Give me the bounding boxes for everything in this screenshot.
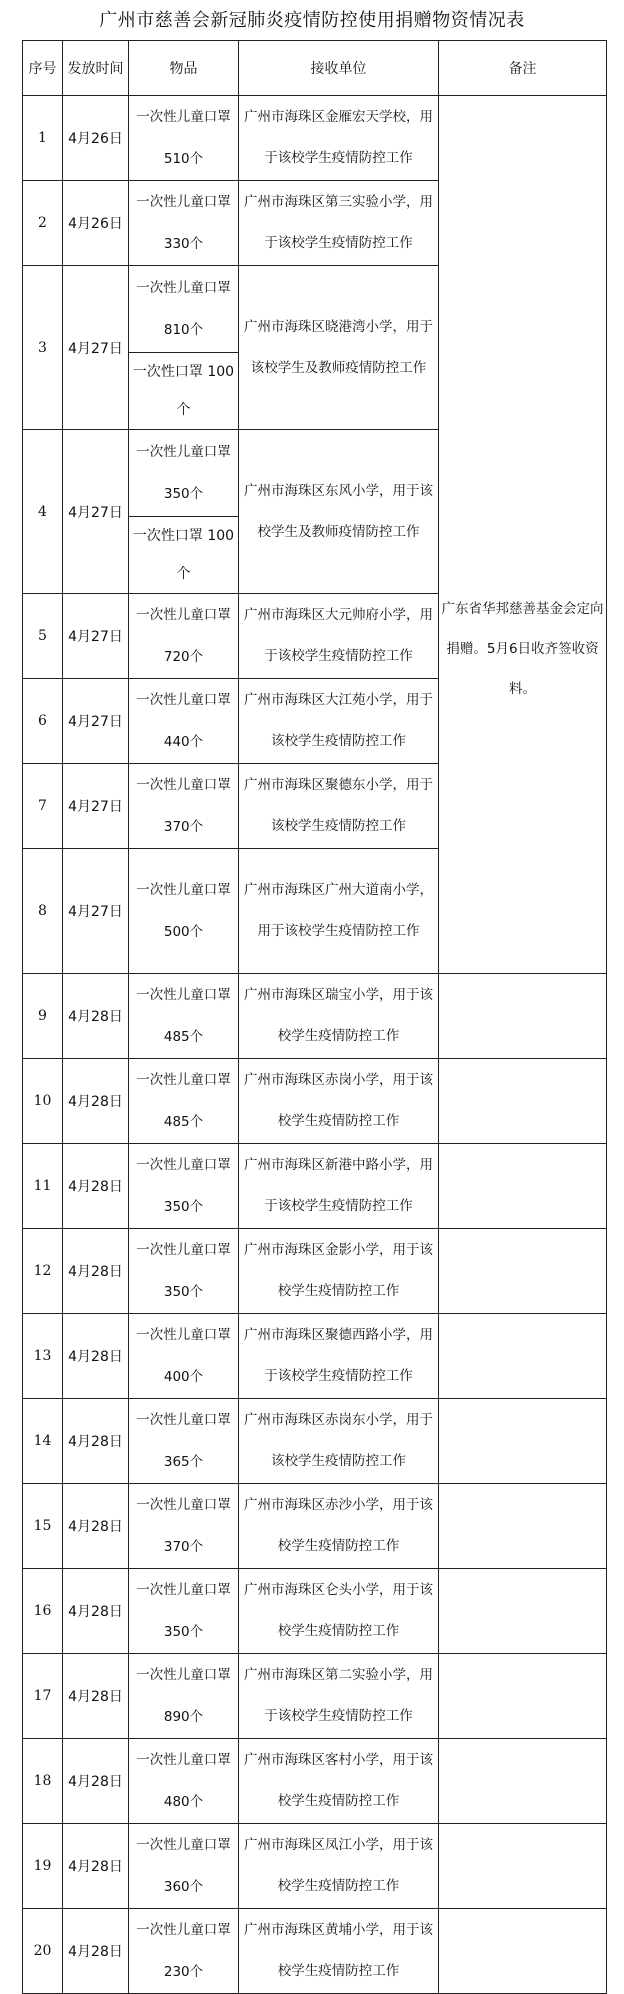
page-title: 广州市慈善会新冠肺炎疫情防控使用捐赠物资情况表	[99, 10, 525, 31]
item-quantity: 370个	[163, 1539, 204, 1555]
recipient-unit: 广州市海珠区赤岗小学，用于该校学生疫情防控工作	[239, 1059, 439, 1144]
dispatch-date: 4月28日	[63, 1739, 129, 1824]
table-row	[23, 1059, 607, 1144]
dispatch-date: 4月26日	[63, 181, 129, 266]
table-row	[23, 96, 607, 181]
item-cell	[129, 1909, 239, 1994]
row-number: 18	[23, 1739, 63, 1824]
item-quantity: 230个	[163, 1964, 204, 1980]
dispatch-date: 4月27日	[63, 764, 129, 849]
remark-empty	[439, 1144, 607, 1229]
recipient-unit: 广州市海珠区赤沙小学，用于该校学生疫情防控工作	[239, 1484, 439, 1569]
recipient-unit: 广州市海珠区聚德东小学，用于该校学生疫情防控工作	[239, 764, 439, 849]
row-number: 6	[23, 679, 63, 764]
item-name: 一次性儿童口罩	[136, 1922, 231, 1938]
remark-empty	[439, 1229, 607, 1314]
remark-empty	[439, 1569, 607, 1654]
dispatch-date: 4月28日	[63, 1654, 129, 1739]
item-quantity: 350个	[163, 486, 204, 502]
item-name: 一次性儿童口罩	[136, 777, 231, 793]
header-unit: 接收单位	[239, 41, 439, 96]
item-name: 一次性儿童口罩	[136, 1837, 231, 1853]
recipient-unit: 广州市海珠区第二实验小学，用于该校学生疫情防控工作	[239, 1654, 439, 1739]
item-cell	[129, 1059, 239, 1144]
item-cell	[129, 1824, 239, 1909]
header-row	[23, 41, 607, 96]
dispatch-date: 4月28日	[63, 1059, 129, 1144]
header-item: 物品	[129, 41, 239, 96]
item-quantity: 890个	[163, 1709, 204, 1725]
item-quantity: 350个	[163, 1624, 204, 1640]
item-cell	[129, 1229, 239, 1314]
item-name: 一次性儿童口罩	[136, 1667, 231, 1683]
item-quantity: 360个	[163, 1879, 204, 1895]
dispatch-date: 4月28日	[63, 1569, 129, 1654]
item-cell	[129, 764, 239, 849]
remark-empty	[439, 1484, 607, 1569]
row-number: 7	[23, 764, 63, 849]
row-number: 12	[23, 1229, 63, 1314]
header-note: 备注	[439, 41, 607, 96]
recipient-unit: 广州市海珠区晓港湾小学，用于该校学生及教师疫情防控工作	[239, 266, 439, 430]
row-number: 3	[23, 266, 63, 430]
remark-empty	[439, 1059, 607, 1144]
recipient-unit: 广州市海珠区黄埔小学，用于该校学生疫情防控工作	[239, 1909, 439, 1994]
row-number: 13	[23, 1314, 63, 1399]
row-number: 2	[23, 181, 63, 266]
item-name: 一次性儿童口罩	[136, 882, 231, 898]
remark-empty	[439, 1654, 607, 1739]
recipient-unit: 广州市海珠区新港中路小学，用于该校学生疫情防控工作	[239, 1144, 439, 1229]
recipient-unit: 广州市海珠区金影小学，用于该校学生疫情防控工作	[239, 1229, 439, 1314]
dispatch-date: 4月28日	[63, 974, 129, 1059]
table-row	[23, 1909, 607, 1994]
item-quantity: 810个	[163, 322, 204, 338]
item-quantity: 485个	[163, 1114, 204, 1130]
recipient-unit: 广州市海珠区客村小学，用于该校学生疫情防控工作	[239, 1739, 439, 1824]
item-name: 一次性儿童口罩	[136, 194, 231, 210]
header-no: 序号	[23, 41, 63, 96]
row-number: 19	[23, 1824, 63, 1909]
item-extra: 一次性口罩 100个	[129, 517, 239, 594]
item-cell	[129, 430, 239, 517]
item-name: 一次性儿童口罩	[136, 1412, 231, 1428]
item-name: 一次性儿童口罩	[136, 109, 231, 125]
remark-text: 广东省华邦慈善基金会定向捐赠。5月6日收齐签收资料。	[441, 600, 604, 697]
item-cell	[129, 849, 239, 974]
remark-empty	[439, 1824, 607, 1909]
item-cell	[129, 974, 239, 1059]
recipient-unit: 广州市海珠区广州大道南小学，用于该校学生疫情防控工作	[239, 849, 439, 974]
item-cell	[129, 1314, 239, 1399]
item-cell	[129, 266, 239, 353]
item-cell	[129, 181, 239, 266]
item-cell	[129, 679, 239, 764]
remark-cell	[439, 96, 607, 974]
item-name: 一次性儿童口罩	[136, 1327, 231, 1343]
item-quantity: 365个	[163, 1454, 204, 1470]
table-row	[23, 974, 607, 1059]
row-number: 1	[23, 96, 63, 181]
row-number: 11	[23, 1144, 63, 1229]
recipient-unit: 广州市海珠区瑞宝小学，用于该校学生疫情防控工作	[239, 974, 439, 1059]
table-row	[23, 1314, 607, 1399]
remark-empty	[439, 1399, 607, 1484]
header-date: 发放时间	[63, 41, 129, 96]
item-name: 一次性儿童口罩	[136, 1752, 231, 1768]
table-row	[23, 1739, 607, 1824]
item-name: 一次性儿童口罩	[136, 1497, 231, 1513]
row-number: 8	[23, 849, 63, 974]
dispatch-date: 4月26日	[63, 96, 129, 181]
row-number: 14	[23, 1399, 63, 1484]
item-cell	[129, 1144, 239, 1229]
item-cell	[129, 594, 239, 679]
item-quantity: 485个	[163, 1029, 204, 1045]
item-cell	[129, 1654, 239, 1739]
dispatch-date: 4月28日	[63, 1909, 129, 1994]
dispatch-date: 4月28日	[63, 1399, 129, 1484]
item-name: 一次性儿童口罩	[136, 692, 231, 708]
item-cell	[129, 1399, 239, 1484]
recipient-unit: 广州市海珠区大元帅府小学，用于该校学生疫情防控工作	[239, 594, 439, 679]
remark-empty	[439, 1909, 607, 1994]
item-quantity: 480个	[163, 1794, 204, 1810]
dispatch-date: 4月27日	[63, 679, 129, 764]
item-name: 一次性儿童口罩	[136, 987, 231, 1003]
item-cell	[129, 1569, 239, 1654]
table-row	[23, 1229, 607, 1314]
item-quantity: 720个	[163, 649, 204, 665]
recipient-unit: 广州市海珠区东风小学，用于该校学生及教师疫情防控工作	[239, 430, 439, 594]
item-quantity: 330个	[163, 236, 204, 252]
row-number: 10	[23, 1059, 63, 1144]
item-quantity: 400个	[163, 1369, 204, 1385]
remark-empty	[439, 974, 607, 1059]
recipient-unit: 广州市海珠区聚德西路小学，用于该校学生疫情防控工作	[239, 1314, 439, 1399]
table-row	[23, 1484, 607, 1569]
item-quantity: 500个	[163, 924, 204, 940]
row-number: 20	[23, 1909, 63, 1994]
item-cell	[129, 1739, 239, 1824]
recipient-unit: 广州市海珠区金雁宏天学校，用于该校学生疫情防控工作	[239, 96, 439, 181]
row-number: 17	[23, 1654, 63, 1739]
table-row	[23, 1824, 607, 1909]
item-name: 一次性儿童口罩	[136, 1242, 231, 1258]
recipient-unit: 广州市海珠区凤江小学，用于该校学生疫情防控工作	[239, 1824, 439, 1909]
remark-empty	[439, 1739, 607, 1824]
dispatch-date: 4月28日	[63, 1824, 129, 1909]
row-number: 16	[23, 1569, 63, 1654]
item-extra: 一次性口罩 100个	[129, 353, 239, 430]
dispatch-date: 4月27日	[63, 594, 129, 679]
donation-table	[22, 40, 607, 1994]
item-quantity: 370个	[163, 819, 204, 835]
item-quantity: 440个	[163, 734, 204, 750]
dispatch-date: 4月28日	[63, 1484, 129, 1569]
item-cell	[129, 1484, 239, 1569]
dispatch-date: 4月27日	[63, 266, 129, 430]
recipient-unit: 广州市海珠区第三实验小学，用于该校学生疫情防控工作	[239, 181, 439, 266]
dispatch-date: 4月28日	[63, 1314, 129, 1399]
item-quantity: 350个	[163, 1284, 204, 1300]
table-row	[23, 1144, 607, 1229]
row-number: 15	[23, 1484, 63, 1569]
item-quantity: 510个	[163, 151, 204, 167]
recipient-unit: 广州市海珠区赤岗东小学，用于该校学生疫情防控工作	[239, 1399, 439, 1484]
table-row	[23, 1399, 607, 1484]
item-name: 一次性儿童口罩	[136, 1157, 231, 1173]
dispatch-date: 4月28日	[63, 1229, 129, 1314]
table-row	[23, 1569, 607, 1654]
dispatch-date: 4月27日	[63, 430, 129, 594]
row-number: 5	[23, 594, 63, 679]
item-name: 一次性儿童口罩	[136, 1582, 231, 1598]
item-name: 一次性儿童口罩	[136, 607, 231, 623]
item-cell	[129, 96, 239, 181]
item-name: 一次性儿童口罩	[136, 280, 231, 296]
recipient-unit: 广州市海珠区大江苑小学，用于该校学生疫情防控工作	[239, 679, 439, 764]
item-name: 一次性儿童口罩	[136, 1072, 231, 1088]
row-number: 4	[23, 430, 63, 594]
table-body	[23, 96, 607, 1994]
item-name: 一次性儿童口罩	[136, 444, 231, 460]
recipient-unit: 广州市海珠区仑头小学，用于该校学生疫情防控工作	[239, 1569, 439, 1654]
dispatch-date: 4月28日	[63, 1144, 129, 1229]
remark-empty	[439, 1314, 607, 1399]
dispatch-date: 4月27日	[63, 849, 129, 974]
item-quantity: 350个	[163, 1199, 204, 1215]
row-number: 9	[23, 974, 63, 1059]
table-row	[23, 1654, 607, 1739]
